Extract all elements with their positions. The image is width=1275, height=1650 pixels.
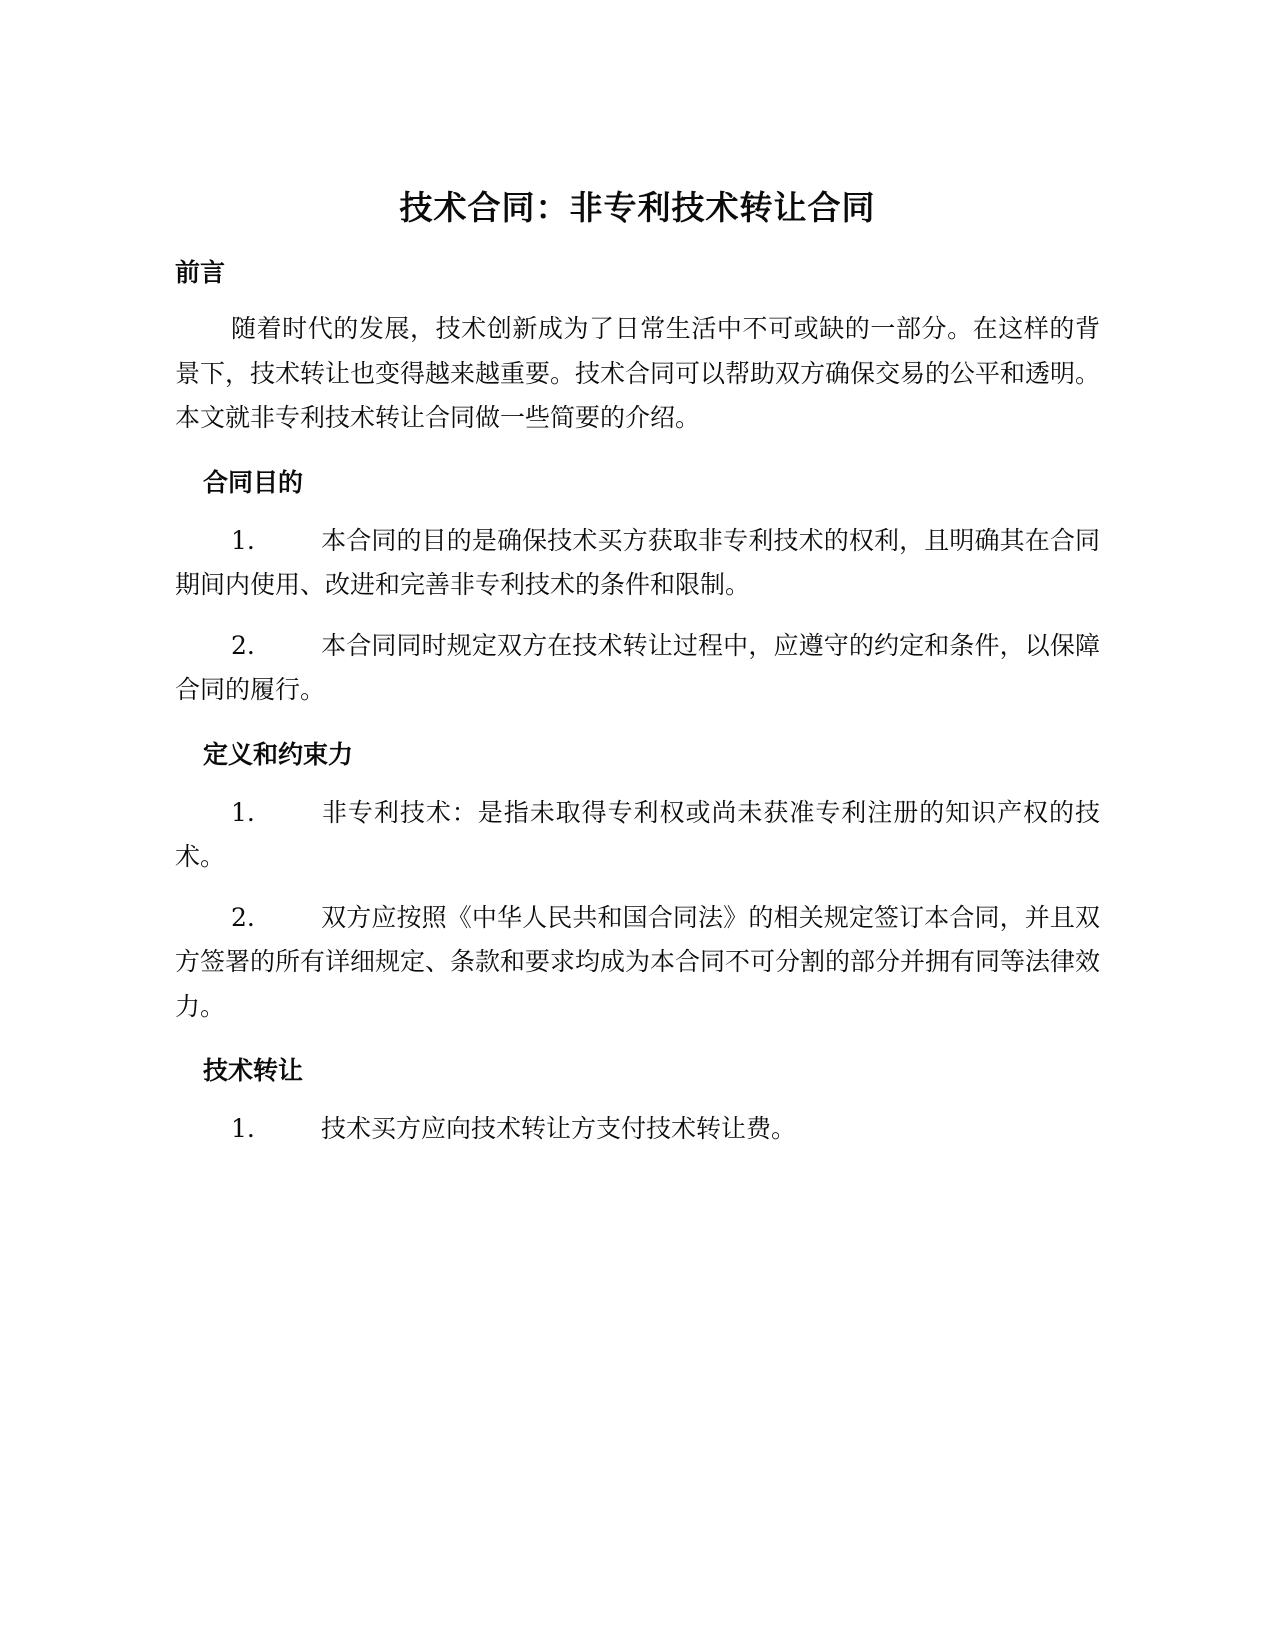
list-item [175, 896, 1100, 1030]
paragraph-preface: 随着时代的发展，技术创新成为了日常生活中不可或缺的一部分。在这样的背景下，技术转让也变得越来越重要。技术合同可以帮助双方确保交易的公平和透明。本文就非专利技术转让合同做一些简要的介绍。 [175, 314, 1101, 433]
list-item-text: 本合同的目的是确保技术买方获取非专利技术的权利，且明确其在合同期间内使用、改进和完善非专利技术的条件和限制。 [175, 525, 1100, 600]
list-item [175, 519, 1100, 608]
section-heading-purpose: 合同目的 [203, 467, 304, 497]
list-item-number: 1. [231, 797, 255, 827]
section-heading-definitions: 定义和约束力 [203, 739, 354, 769]
list-item-text: 技术买方应向技术转让方支付技术转让费。 [321, 1114, 797, 1144]
section-heading-transfer: 技术转让 [203, 1056, 304, 1086]
list-item [175, 1107, 1100, 1152]
list-item-number: 1. [231, 525, 255, 555]
list-item-text: 非专利技术：是指未取得专利权或尚未获准专利注册的知识产权的技术。 [175, 797, 1100, 872]
page-title: 技术合同：非专利技术转让合同 [399, 188, 876, 227]
section-heading-preface: 前言 [175, 258, 226, 288]
list-item-text: 双方应按照《中华人民共和国合同法》的相关规定签订本合同，并且双方签署的所有详细规定、条款和要求均成为本合同不可分割的部分并拥有同等法律效力。 [175, 902, 1101, 1021]
list-item [175, 791, 1100, 880]
list-item-number: 1. [231, 1114, 255, 1144]
list-item-number: 2. [231, 902, 255, 932]
list-item-number: 2. [231, 630, 255, 660]
list-item [175, 624, 1100, 713]
list-item-text: 本合同同时规定双方在技术转让过程中，应遵守的约定和条件，以保障合同的履行。 [175, 630, 1100, 705]
